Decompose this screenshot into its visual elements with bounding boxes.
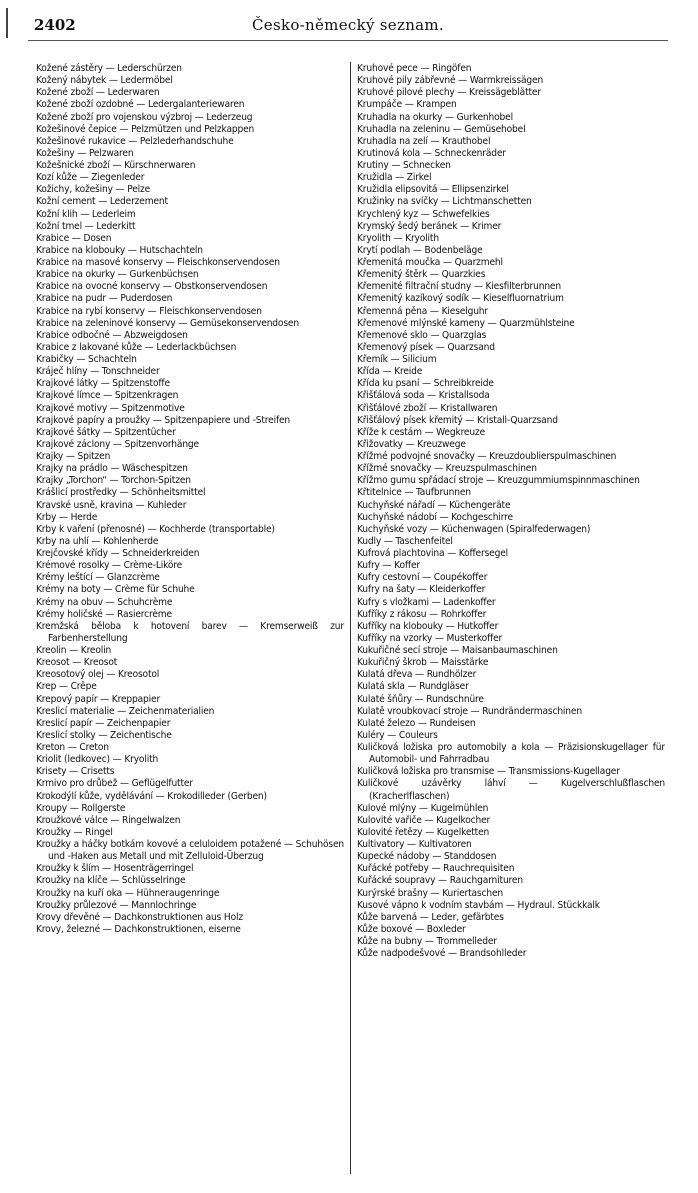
index-entry: Kuléry — Couleurs — [357, 729, 438, 741]
index-entry: Kufříky na vzorky — Musterkoffer — [357, 632, 503, 644]
index-entry: Kroužky a háčky botkám kovové a celuloidem potažené — Schuhösen und -Haken aus Metall und mit Zelluloid-Überzug — [36, 839, 344, 863]
index-entry: Kreton — Creton — [36, 742, 109, 753]
index-entry: Krabice na ovocné konservy — Obstkonservendosen — [36, 281, 268, 293]
index-entry: Krémy na boty — Crème für Schuhe — [36, 584, 195, 596]
index-entry: Kožešinové rukavice — Pelzlederhandschuhe — [36, 135, 234, 147]
index-entry: Kudly — Taschenfeitel — [357, 535, 453, 547]
index-entry: Kuličkové uzávěrky láhví — Kugelverschlußflaschen (Kracherlflaschen) — [357, 778, 665, 802]
index-entry: Kožní klih — Lederleim — [36, 208, 136, 220]
index-entry: Kuličková ložiska pro automobily a kola — Präzisionskugellager für Automobil- und Fahrradbau — [357, 742, 665, 766]
index-entry: Kreolin — Kreolin — [36, 645, 112, 656]
index-entry: Kufry — Koffer — [357, 560, 420, 572]
index-entry: Kuřácké soupravy — Rauchgarnituren — [357, 875, 523, 887]
index-entry: Krajky na prádlo — Wäschespitzen — [36, 463, 188, 475]
index-entry: Kufry cestovní — Coupékoffer — [357, 572, 488, 584]
index-entry: Kroužky — Ringel — [36, 826, 113, 838]
index-entry: Krabice na pudr — Puderdosen — [36, 293, 173, 305]
index-entry: Kruhadla na okurky — Gurkenhobel — [357, 111, 513, 123]
index-entry: Kultivatory — Kultivatoren — [357, 839, 472, 850]
index-entry: Krajkové límce — Spitzenkragen — [36, 390, 179, 402]
page-header — [28, 16, 668, 42]
index-entry: Kožichy, kožešiny — Pelze — [36, 184, 151, 196]
index-entry: Krisety — Crisetts — [36, 766, 115, 778]
index-entry: Krovy dřevěné — Dachkonstruktionen aus Holz — [36, 911, 244, 923]
index-entry: Kroužky průlezové — Mannlochringe — [36, 899, 197, 911]
index-entry: Kulovité řetězy — Kugelketten — [357, 826, 490, 838]
index-entry: Krabice na rybí konservy — Fleischkonservendosen — [36, 305, 262, 317]
index-entry: Křída — Kreide — [357, 366, 423, 378]
index-entry: Kreslicí stolky — Zeichentische — [36, 729, 172, 741]
index-entry: Krovy, železné — Dachkonstruktionen, eiserne — [36, 923, 241, 935]
index-entry: Kufrová plachtovina — Koffersegel — [357, 548, 509, 559]
index-entry: Krajkové šátky — Spitzentücher — [36, 426, 176, 438]
index-entry: Krumpáče — Krampen — [357, 99, 457, 111]
index-entry: Kufry s vložkami — Ladenkoffer — [357, 596, 496, 608]
index-entry: Křížmé podvojné snovačky — Kreuzdoublierspulmaschinen — [357, 451, 617, 462]
page-number: 2402 — [34, 16, 76, 34]
index-entry: Křišťálové zboží — Kristallwaren — [357, 402, 498, 414]
index-entry: Kruhadla na zeleninu — Gemüsehobel — [357, 123, 526, 135]
index-entry: Kroužky na klíče — Schlüsselringe — [36, 875, 186, 887]
index-entry: Kříže k cestám — Wegkreuze — [357, 426, 486, 438]
index-entry: Krémy leštící — Glanzcrème — [36, 572, 160, 584]
index-entry: Kukuřičný škrob — Maisstärke — [357, 657, 489, 669]
index-entry: Krutinová kola — Schneckenräder — [357, 147, 506, 159]
index-entry: Kruhadla na zelí — Krauthobel — [357, 135, 491, 147]
header-rule — [28, 40, 668, 41]
index-entry: Kůže boxové — Boxleder — [357, 923, 466, 935]
index-entry: Kroužkové válce — Ringelwalzen — [36, 814, 181, 826]
index-entry: Kulaté šňůry — Rundschnüre — [357, 693, 484, 705]
index-entry: Krabice — Dosen — [36, 232, 112, 244]
index-entry: Kroupy — Rollgerste — [36, 802, 126, 814]
index-entry: Kůže nadpodešvové — Brandsohlleder — [357, 948, 527, 960]
index-entry: Kožešnické zboží — Kürschnerwaren — [36, 160, 196, 171]
index-entry: Krytí podlah — Bodenbeläge — [357, 244, 483, 256]
index-entry: Kurýrské brašny — Kuriertaschen — [357, 887, 503, 899]
index-entry: Kružidla elipsovitá — Ellipsenzirkel — [357, 184, 509, 196]
index-entry: Krby na uhlí — Kohlenherde — [36, 535, 159, 547]
index-entry: Krabice na masové konservy — Fleischkonservendosen — [36, 257, 280, 268]
index-entry: Kružidla — Zirkel — [357, 172, 432, 184]
index-entry: Křišťálová soda — Kristallsoda — [357, 390, 490, 402]
index-entry: Křemenové sklo — Quarzglas — [357, 329, 487, 341]
index-entry: Kriolit (ledkovec) — Kryolith — [36, 754, 159, 766]
index-entry: Křemenná pěna — Kieselguhr — [357, 305, 488, 317]
index-entry: Krajky „Torchon“ — Torchon-Spitzen — [36, 475, 191, 487]
index-entry: Kupecké nádoby — Standdosen — [357, 851, 497, 863]
index-entry: Kufříky z rákosu — Rohrkoffer — [357, 608, 487, 620]
index-entry: Křemenitý kazíkový sodík — Kieselfluornatrium — [357, 293, 564, 305]
index-entry: Krajkové látky — Spitzenstoffe — [36, 378, 170, 390]
index-entry: Kufry na šaty — Kleiderkoffer — [357, 584, 486, 596]
index-entry: Krby k vaření (přenosné) — Kochherde (transportable) — [36, 523, 275, 535]
index-entry: Kožený nábytek — Ledermöbel — [36, 75, 173, 87]
index-entry: Krabice na klobouky — Hutschachteln — [36, 244, 203, 256]
index-entry: Krášlicí prostředky — Schönheitsmittel — [36, 487, 206, 499]
index-entry: Krémy na obuv — Schuhcrème — [36, 596, 173, 608]
index-entry: Kreslicí materialie — Zeichenmaterialien — [36, 705, 215, 717]
index-entry: Kulové mlýny — Kugelmühlen — [357, 802, 489, 814]
index-entry: Krutiny — Schnecken — [357, 160, 451, 171]
index-entry: Kuchyňské nářadí — Küchengeräte — [357, 499, 511, 511]
column-divider — [350, 62, 351, 1174]
index-entry: Kukuřičné secí stroje — Maisanbaumaschinen — [357, 645, 558, 656]
index-entry: Krajkové záclony — Spitzenvorhänge — [36, 438, 199, 450]
index-entry: Kůže na bubny — Trommelleder — [357, 936, 497, 947]
index-entry: Krabice na zeleninové konservy — Gemüsekonservendosen — [36, 317, 299, 329]
index-entry: Kožní cement — Lederzement — [36, 196, 168, 208]
index-entry: Kružinky na svíčky — Lichtmanschetten — [357, 196, 532, 208]
index-entry: Kuchyňské vozy — Küchenwagen (Spiralfederwagen) — [357, 523, 591, 535]
index-entry: Kuřácké potřeby — Rauchrequisiten — [357, 863, 515, 875]
index-entry: Kruhové pily zábřevné — Warmkreissägen — [357, 75, 544, 87]
index-entry: Kuchyňské nádobí — Kochgeschirre — [357, 511, 513, 523]
index-entry: Krabičky — Schachteln — [36, 354, 137, 365]
index-entry: Kožešinové čepice — Pelzmützen und Pelzkappen — [36, 123, 255, 135]
index-entry: Kroužky k šlím — Hosenträgerringel — [36, 863, 194, 875]
index-entry: Krmivo pro drůbež — Geflügelfutter — [36, 778, 193, 790]
index-entry: Kreosot — Kreosot — [36, 657, 118, 669]
index-entry: Krychlený kyz — Schwefelkies — [357, 208, 490, 220]
index-entry: Křída ku psaní — Schreibkreide — [357, 378, 494, 390]
index-entry: Křemenité filtrační studny — Kiesfilterbrunnen — [357, 281, 561, 293]
index-entry: Kruhové pilové plechy — Kreissägeblätter — [357, 87, 541, 99]
index-entry: Krejčovské křídy — Schneiderkreiden — [36, 548, 200, 559]
index-entry: Kůže barvená — Leder, gefärbtes — [357, 911, 504, 923]
index-entry: Kulatě vroubkovací stroje — Rundrändermaschinen — [357, 705, 582, 717]
index-entry: Kožené zástěry — Lederschürzen — [36, 63, 182, 74]
index-entry: Krepový papír — Kreppapier — [36, 693, 161, 705]
index-entry: Krajkové motivy — Spitzenmotive — [36, 402, 185, 414]
index-entry: Křemík — Silicium — [357, 354, 437, 365]
index-entry: Krabice z lakované kůže — Lederlackbüchsen — [36, 341, 237, 353]
index-entry: Kravské usně, kravina — Kuhleder — [36, 499, 187, 511]
index-entry: Kožené zboží ozdobné — Ledergalanteriewaren — [36, 99, 245, 111]
index-entry: Křížmé snovačky — Kreuzspulmaschinen — [357, 463, 537, 475]
index-entry: Kufříky na klobouky — Hutkoffer — [357, 620, 499, 632]
index-entry: Kuličková ložiska pro transmise — Transmissions-Kugellager — [357, 766, 620, 778]
page-edge-mark — [6, 8, 8, 38]
left-column — [36, 63, 344, 936]
index-entry: Krabice na okurky — Gurkenbüchsen — [36, 269, 199, 281]
index-entry: Krabice odbočné — Abzweigdosen — [36, 329, 188, 341]
index-entry: Krokodýlí kůže, vydělávání — Krokodilleder (Gerben) — [36, 790, 267, 802]
index-entry: Krep — Crêpe — [36, 681, 97, 693]
index-entry: Kožešiny — Pelzwaren — [36, 147, 134, 159]
index-entry: Krémy holičské — Rasiercrème — [36, 608, 172, 620]
index-entry: Kreslicí papír — Zeichenpapier — [36, 717, 171, 729]
index-entry: Kruhové pece — Ringöfen — [357, 63, 472, 74]
index-entry: Křtitelnice — Taufbrunnen — [357, 487, 471, 499]
index-entry: Kulatá dřeva — Rundhölzer — [357, 669, 477, 681]
index-entry: Kulatá skla — Rundgläser — [357, 681, 469, 693]
index-entry: Kožené zboží pro vojenskou výzbroj — Lederzeug — [36, 111, 253, 123]
index-entry: Kráječ hlíny — Tonschneider — [36, 366, 160, 378]
right-column — [357, 63, 665, 960]
index-entry: Krémové rosolky — Crème-Liköre — [36, 560, 183, 572]
index-entry: Kožní tmel — Lederkitt — [36, 220, 136, 232]
index-entry: Křemenový písek — Quarzsand — [357, 341, 495, 353]
index-entry: Křemenové mlýnské kameny — Quarzmühlsteine — [357, 317, 575, 329]
index-entry: Kroužky na kuří oka — Hühneraugenringe — [36, 887, 220, 899]
index-entry: Kremžská běloba k hotovení barev — Kremserweiß zur Farbenherstellung — [36, 620, 344, 644]
index-entry: Kulovité vařiče — Kugelkocher — [357, 814, 491, 826]
index-entry: Křemenitý štěrk — Quarzkies — [357, 269, 486, 281]
index-entry: Krajky — Spitzen — [36, 451, 111, 462]
index-entry: Krajkové papíry a proužky — Spitzenpapiere und -Streifen — [36, 414, 291, 426]
index-entry: Kusové vápno k vodním stavbám — Hydraul. Stückkalk — [357, 899, 600, 911]
index-entry: Křížmo gumu spřádací stroje — Kreuzgummiumspinnmaschinen — [357, 475, 640, 487]
index-entry: Krymský šedý beránek — Krimer — [357, 220, 502, 232]
index-entry: Krby — Herde — [36, 511, 98, 523]
index-entry: Kryolith — Kryolith — [357, 232, 439, 244]
index-entry: Kulaté železo — Rundeisen — [357, 717, 476, 729]
index-entry: Křišťálový písek křemitý — Kristall-Quarzsand — [357, 414, 558, 426]
index-entry: Kreosotový olej — Kreosotol — [36, 669, 160, 681]
index-entry: Kožené zboží — Lederwaren — [36, 87, 160, 99]
page-title: Česko-německý seznam. — [252, 16, 444, 34]
index-entry: Křemenitá moučka — Quarzmehl — [357, 257, 503, 268]
index-entry: Křižovatky — Kreuzwege — [357, 438, 466, 450]
index-entry: Kozí kůže — Ziegenleder — [36, 172, 145, 184]
